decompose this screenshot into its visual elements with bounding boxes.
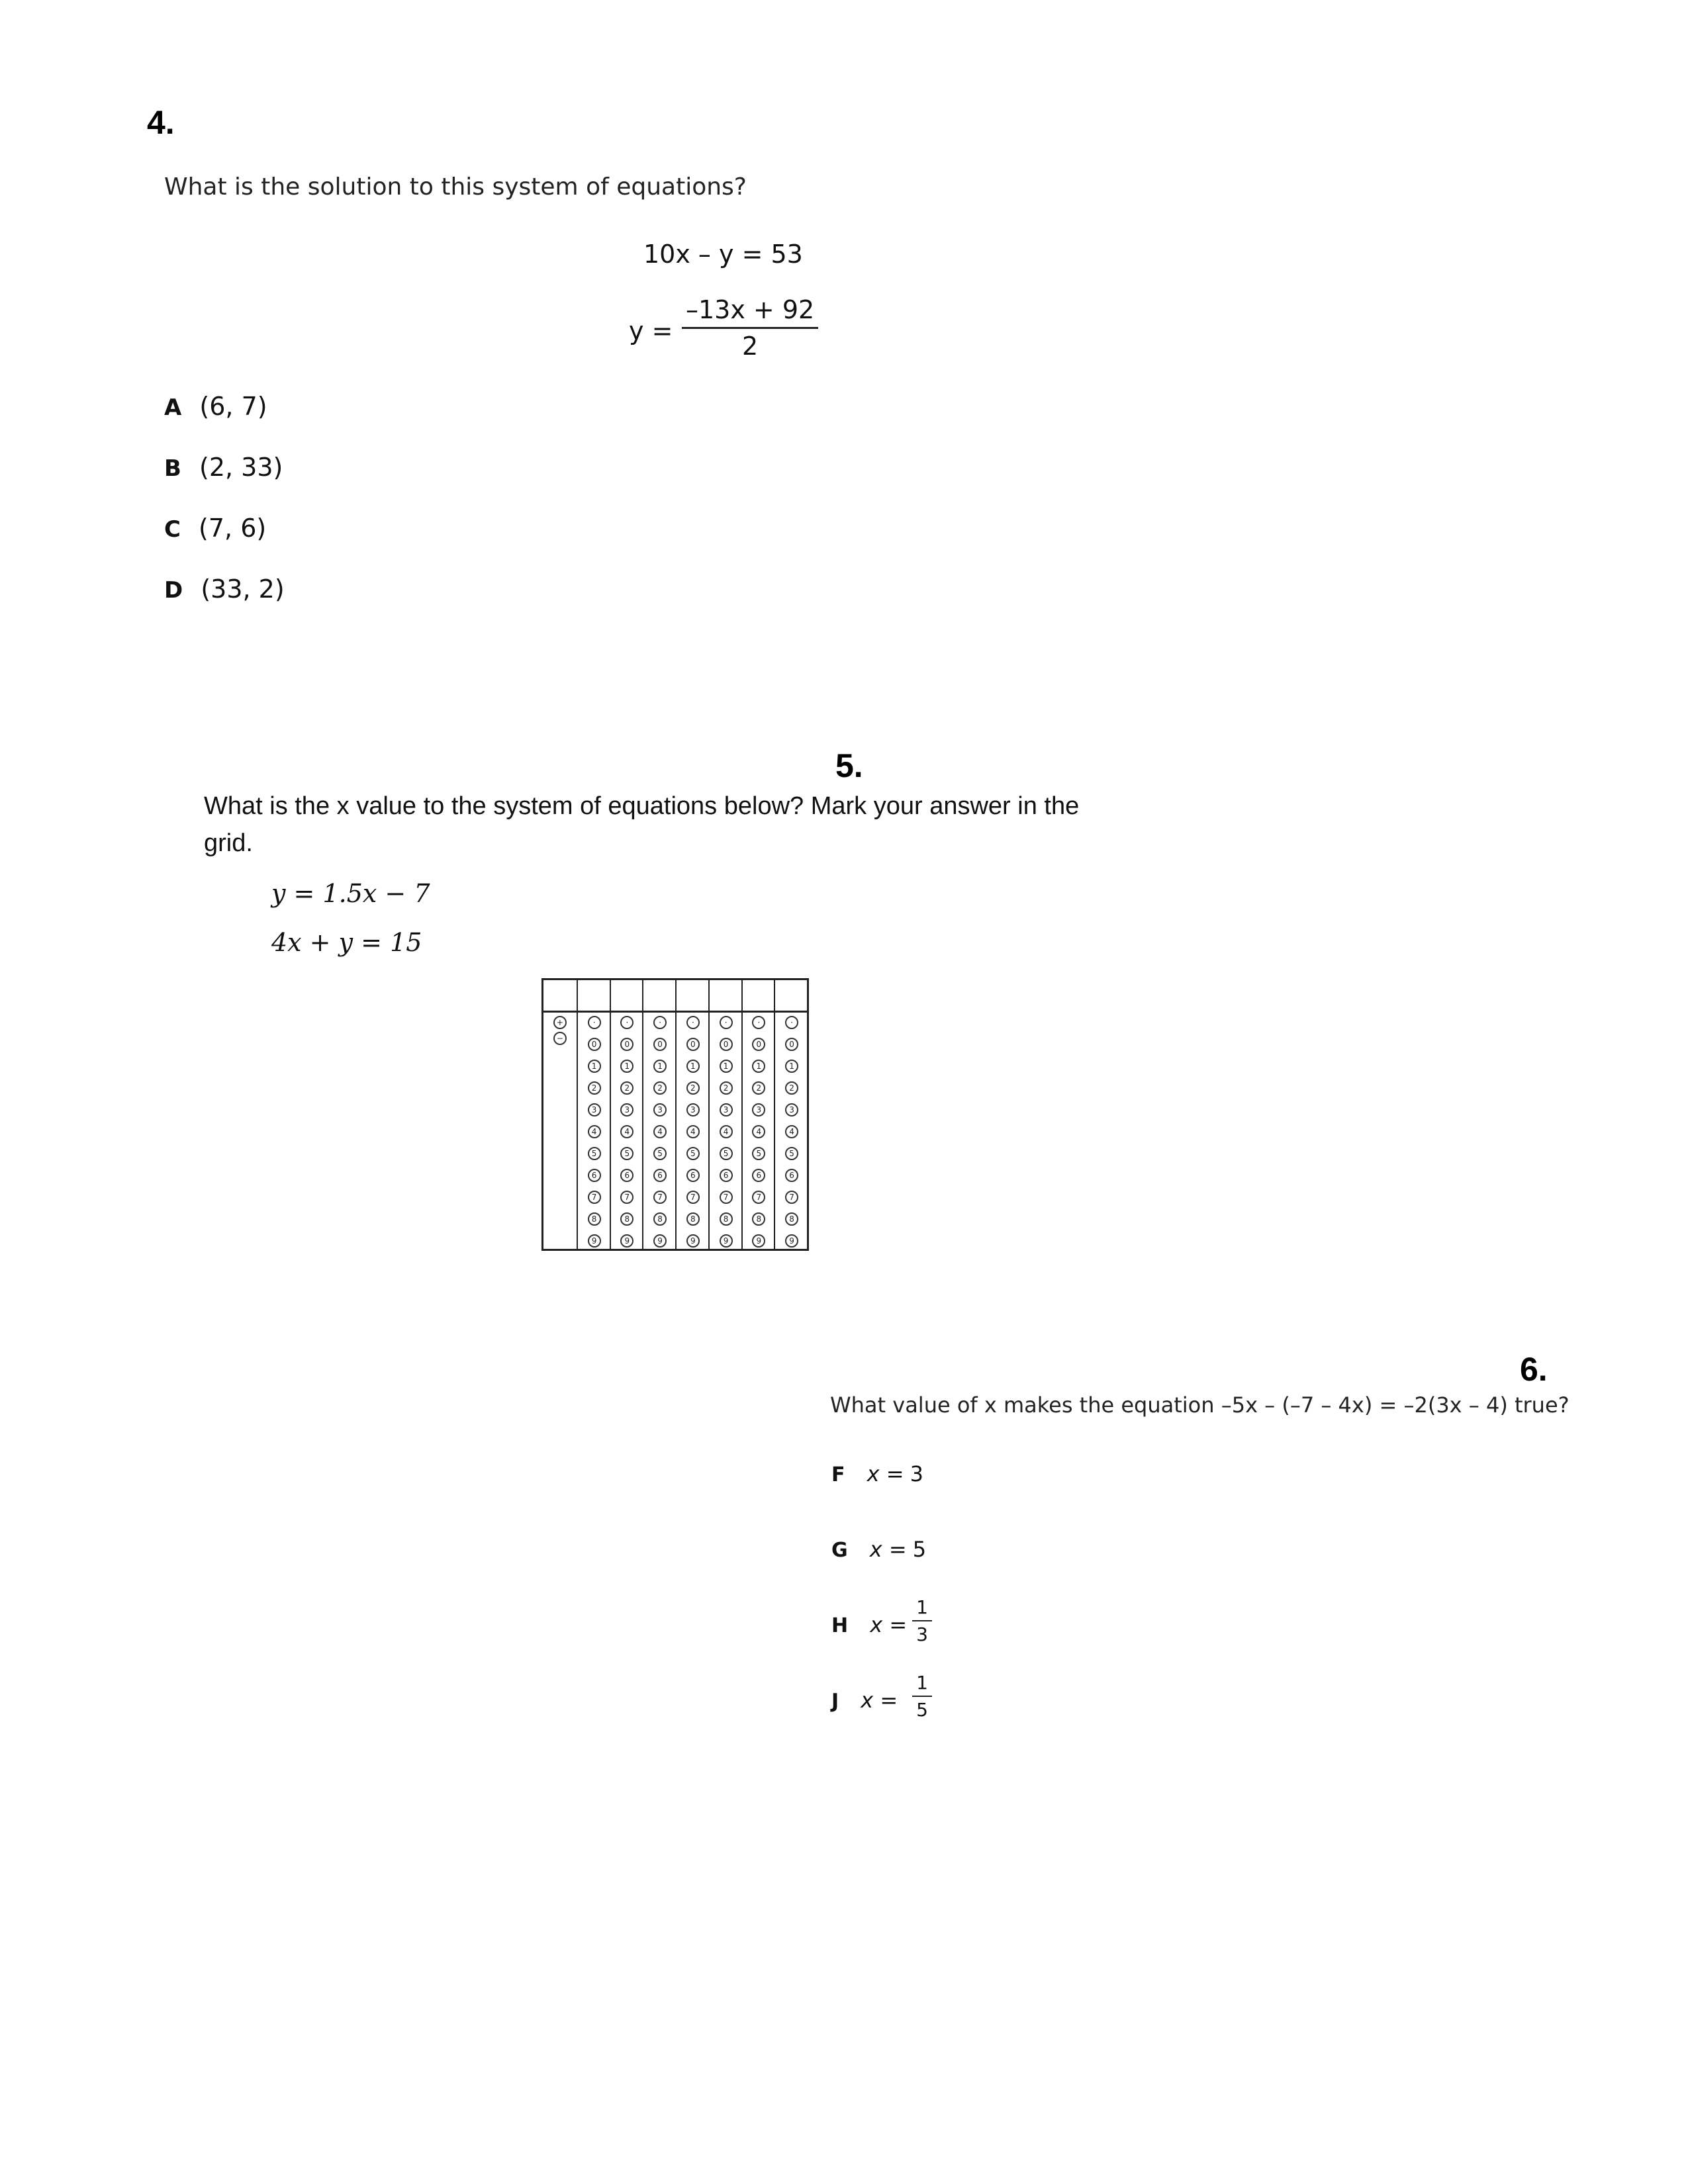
choice-j[interactable] [831,1688,898,1713]
choice-a[interactable] [164,392,267,421]
grid-bubble-digit[interactable]: 2 [686,1081,700,1095]
grid-bubble-digit[interactable]: 2 [588,1081,601,1095]
grid-bubble-digit[interactable]: 6 [620,1169,633,1182]
grid-bubble-digit[interactable]: 7 [620,1191,633,1204]
question-4-equation-2-lhs: y = [629,316,673,345]
grid-bubble-digit[interactable]: 4 [588,1125,601,1138]
grid-bubble-digit[interactable]: 5 [752,1147,765,1160]
choice-text: (6, 7) [199,392,267,421]
choice-d[interactable] [164,574,285,604]
choice-h[interactable] [831,1612,907,1637]
question-6-prompt: What value of x makes the equation –5x – (–7 – 4x) = –2(3x – 4) true? [830,1392,1570,1418]
grid-digit-column [774,980,807,1249]
grid-bubble-digit[interactable]: 1 [720,1060,733,1073]
grid-bubble-decimal[interactable]: · [653,1016,667,1029]
grid-bubble-digit[interactable]: 3 [785,1103,798,1116]
question-5-equation-2: 4x + y = 15 [271,928,422,957]
grid-bubble-digit[interactable]: 9 [785,1234,798,1248]
choice-value: 3 [910,1461,923,1486]
choice-lhs: x = [870,1612,908,1637]
grid-bubble-digit[interactable]: 7 [785,1191,798,1204]
grid-bubble-digit[interactable]: 1 [588,1060,601,1073]
choice-j-fraction [912,1672,932,1721]
fraction-numerator: 1 [916,1672,928,1694]
question-6-number: 6. [1520,1351,1548,1388]
grid-bubble-digit[interactable]: 9 [653,1234,667,1248]
choice-letter: A [164,394,182,421]
grid-bubble-digit[interactable]: 6 [588,1169,601,1182]
grid-bubble-digit[interactable]: 1 [752,1060,765,1073]
grid-bubble-digit[interactable]: 8 [752,1212,765,1226]
grid-bubble-digit[interactable]: 6 [785,1169,798,1182]
grid-bubble-digit[interactable]: 2 [620,1081,633,1095]
grid-bubble-digit[interactable]: 8 [785,1212,798,1226]
fraction-denominator: 2 [742,332,759,361]
choice-lhs: x = [869,1537,907,1562]
fraction-bar [912,1620,932,1621]
grid-bubble-decimal[interactable]: · [720,1016,733,1029]
grid-bubble-digit[interactable]: 9 [588,1234,601,1248]
grid-bubble-digit[interactable]: 7 [752,1191,765,1204]
grid-bubble-decimal[interactable]: · [686,1016,700,1029]
grid-bubble-decimal[interactable]: · [588,1016,601,1029]
fraction-denominator: 5 [916,1699,928,1721]
choice-text: (7, 6) [199,514,267,543]
grid-bubble-digit[interactable]: 0 [785,1038,798,1051]
grid-bubble-digit[interactable]: 9 [720,1234,733,1248]
grid-bubble-digit[interactable]: 5 [720,1147,733,1160]
choice-f[interactable] [831,1461,923,1486]
grid-bubble-digit[interactable]: 5 [686,1147,700,1160]
choice-text: (33, 2) [201,574,285,604]
grid-bubble-digit[interactable]: 9 [620,1234,633,1248]
grid-bubble-decimal[interactable]: · [752,1016,765,1029]
grid-bubble-digit[interactable]: 3 [752,1103,765,1116]
answer-grid [541,978,809,1251]
grid-bubble-digit[interactable]: 4 [653,1125,667,1138]
grid-bubble-digit[interactable]: 8 [653,1212,667,1226]
grid-bubble-digit[interactable]: 2 [720,1081,733,1095]
grid-bubble-digit[interactable]: 3 [720,1103,733,1116]
grid-bubble-plus[interactable]: + [553,1016,567,1029]
grid-bubble-digit[interactable]: 1 [686,1060,700,1073]
grid-digit-column [577,980,610,1249]
grid-bubble-digit[interactable]: 8 [620,1212,633,1226]
grid-bubble-digit[interactable]: 1 [620,1060,633,1073]
grid-digit-column [642,980,675,1249]
grid-bubble-digit[interactable]: 6 [653,1169,667,1182]
grid-digit-column [708,980,741,1249]
choice-letter: F [831,1463,845,1486]
grid-bubble-digit[interactable]: 7 [720,1191,733,1204]
question-4-number: 4. [147,104,175,141]
grid-bubble-digit[interactable]: 0 [720,1038,733,1051]
choice-lhs: x = [867,1461,904,1486]
grid-bubble-digit[interactable]: 4 [752,1125,765,1138]
choice-value: 5 [912,1537,927,1562]
grid-bubble-digit[interactable]: 2 [785,1081,798,1095]
grid-bubble-decimal[interactable]: · [785,1016,798,1029]
grid-bubble-minus[interactable]: − [553,1032,567,1045]
grid-bubble-digit[interactable]: 7 [686,1191,700,1204]
grid-bubble-digit[interactable]: 1 [653,1060,667,1073]
question-4-equation-1: 10x – y = 53 [643,240,803,269]
choice-letter: G [831,1539,848,1562]
grid-bubble-digit[interactable]: 5 [653,1147,667,1160]
question-5-equation-1: y = 1.5x − 7 [271,879,430,908]
grid-bubble-digit[interactable]: 0 [686,1038,700,1051]
grid-bubble-digit[interactable]: 4 [720,1125,733,1138]
question-5-prompt [204,788,1164,862]
grid-bubble-digit[interactable]: 5 [588,1147,601,1160]
grid-digit-column [741,980,774,1249]
fraction-numerator: –13x + 92 [686,295,815,324]
grid-bubble-digit[interactable]: 6 [752,1169,765,1182]
grid-bubble-digit[interactable]: 5 [620,1147,633,1160]
grid-bubble-digit[interactable]: 8 [686,1212,700,1226]
grid-bubble-digit[interactable]: 3 [653,1103,667,1116]
grid-bubble-digit[interactable]: 3 [620,1103,633,1116]
grid-bubble-digit[interactable]: 2 [752,1081,765,1095]
grid-bubble-digit[interactable]: 4 [785,1125,798,1138]
grid-bubble-digit[interactable]: 6 [720,1169,733,1182]
grid-bubble-digit[interactable]: 0 [653,1038,667,1051]
fraction-numerator: 1 [916,1596,928,1618]
grid-bubble-digit[interactable]: 3 [686,1103,700,1116]
question-4-equation-2-fraction [682,295,818,361]
grid-bubble-digit[interactable]: 1 [785,1060,798,1073]
choice-letter: H [831,1614,849,1637]
grid-bubble-digit[interactable]: 0 [752,1038,765,1051]
fraction-denominator: 3 [916,1623,928,1645]
grid-bubble-decimal[interactable]: · [620,1016,633,1029]
grid-bubble-digit[interactable]: 9 [752,1234,765,1248]
question-5-prompt-line-2: grid. [204,829,253,857]
grid-digit-column [675,980,708,1249]
choice-b[interactable] [164,453,283,482]
question-5-prompt-line-1: What is the x value to the system of equations below? Mark your answer in the [204,792,1080,820]
choice-text: (2, 33) [199,453,283,482]
choice-letter: B [164,455,181,482]
grid-bubble-digit[interactable]: 8 [588,1212,601,1226]
grid-bubble-digit[interactable]: 4 [620,1125,633,1138]
choice-letter: J [831,1690,839,1713]
choice-h-fraction [912,1596,932,1645]
grid-digit-column [610,980,643,1249]
grid-bubble-digit[interactable]: 8 [720,1212,733,1226]
grid-bubble-digit[interactable]: 5 [785,1147,798,1160]
choice-g[interactable] [831,1537,926,1562]
choice-c[interactable] [164,514,266,543]
grid-bubble-digit[interactable]: 0 [588,1038,601,1051]
grid-sign-column [543,980,577,1249]
grid-bubble-digit[interactable]: 7 [653,1191,667,1204]
grid-bubble-digit[interactable]: 7 [588,1191,601,1204]
grid-bubble-digit[interactable]: 9 [686,1234,700,1248]
choice-letter: D [164,577,183,604]
grid-bubble-digit[interactable]: 6 [686,1169,700,1182]
grid-bubble-digit[interactable]: 4 [686,1125,700,1138]
question-5-number: 5. [835,747,863,784]
grid-bubble-digit[interactable]: 2 [653,1081,667,1095]
fraction-bar [912,1696,932,1697]
grid-bubble-digit[interactable]: 3 [588,1103,601,1116]
grid-bubble-digit[interactable]: 0 [620,1038,633,1051]
choice-letter: C [164,516,181,543]
question-4-prompt: What is the solution to this system of equations? [164,173,747,201]
choice-lhs: x = [861,1688,898,1713]
